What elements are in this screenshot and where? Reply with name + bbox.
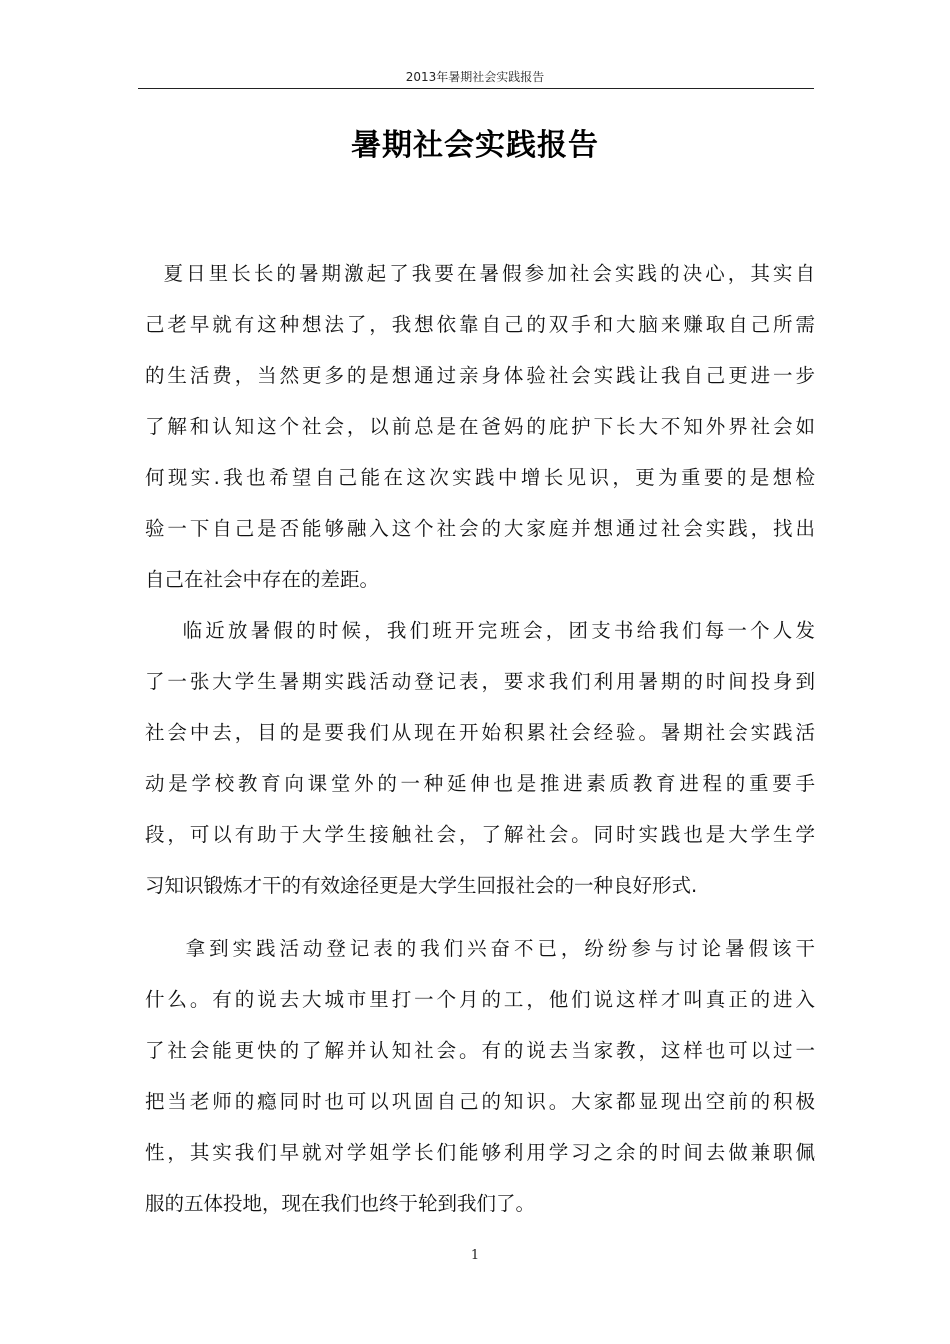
paragraph-line: 动是学校教育向课堂外的一种延伸也是推进素质教育进程的重要手 [145,772,815,795]
paragraph-line: 夏日里长长的暑期激起了我要在暑假参加社会实践的决心，其实自 [145,262,815,285]
paragraph-line: 什么。有的说去大城市里打一个月的工，他们说这样才叫真正的进入 [145,988,815,1011]
paragraph-line: 服的五体投地，现在我们也终于轮到我们了。 [145,1192,536,1215]
paragraph-line: 验一下自己是否能够融入这个社会的大家庭并想通过社会实践，找出 [145,517,815,540]
paragraph-line: 了社会能更快的了解并认知社会。有的说去当家教，这样也可以过一 [145,1039,815,1062]
paragraph-line: 己老早就有这种想法了，我想依靠自己的双手和大脑来赚取自己所需 [145,313,815,336]
header-divider [138,88,814,89]
page-header: 2013年暑期社会实践报告 [405,70,545,84]
paragraph-line: 把当老师的瘾同时也可以巩固自己的知识。大家都显现出空前的积极 [145,1090,815,1113]
paragraph-line: 段，可以有助于大学生接触社会，了解社会。同时实践也是大学生学 [145,823,815,846]
paragraph-spacer [145,911,815,923]
paragraph-line: 社会中去，目的是要我们从现在开始积累社会经验。暑期社会实践活 [145,721,815,744]
paragraph-1 [145,248,815,605]
page-number: 1 [470,1248,480,1263]
paragraph-line: 何现实.我也希望自己能在这次实践中增长见识，更为重要的是想检 [145,466,815,489]
paragraph-line: 了一张大学生暑期实践活动登记表，要求我们利用暑期的时间投身到 [145,670,815,693]
paragraph-2 [145,605,815,911]
paragraph-line: 临近放暑假的时候，我们班开完班会，团支书给我们每一个人发 [145,619,815,642]
paragraph-3 [145,923,815,1229]
document-title: 暑期社会实践报告 [351,128,599,163]
paragraph-line: 习知识锻炼才干的有效途径更是大学生回报社会的一种良好形式. [145,874,698,897]
paragraph-line: 的生活费，当然更多的是想通过亲身体验社会实践让我自己更进一步 [145,364,815,387]
paragraph-line: 自己在社会中存在的差距。 [145,568,380,591]
paragraph-line: 了解和认知这个社会，以前总是在爸妈的庇护下长大不知外界社会如 [145,415,815,438]
paragraph-line: 性，其实我们早就对学姐学长们能够利用学习之余的时间去做兼职佩 [145,1141,815,1164]
paragraph-line: 拿到实践活动登记表的我们兴奋不已，纷纷参与讨论暑假该干 [145,937,815,960]
document-body [145,248,815,1229]
